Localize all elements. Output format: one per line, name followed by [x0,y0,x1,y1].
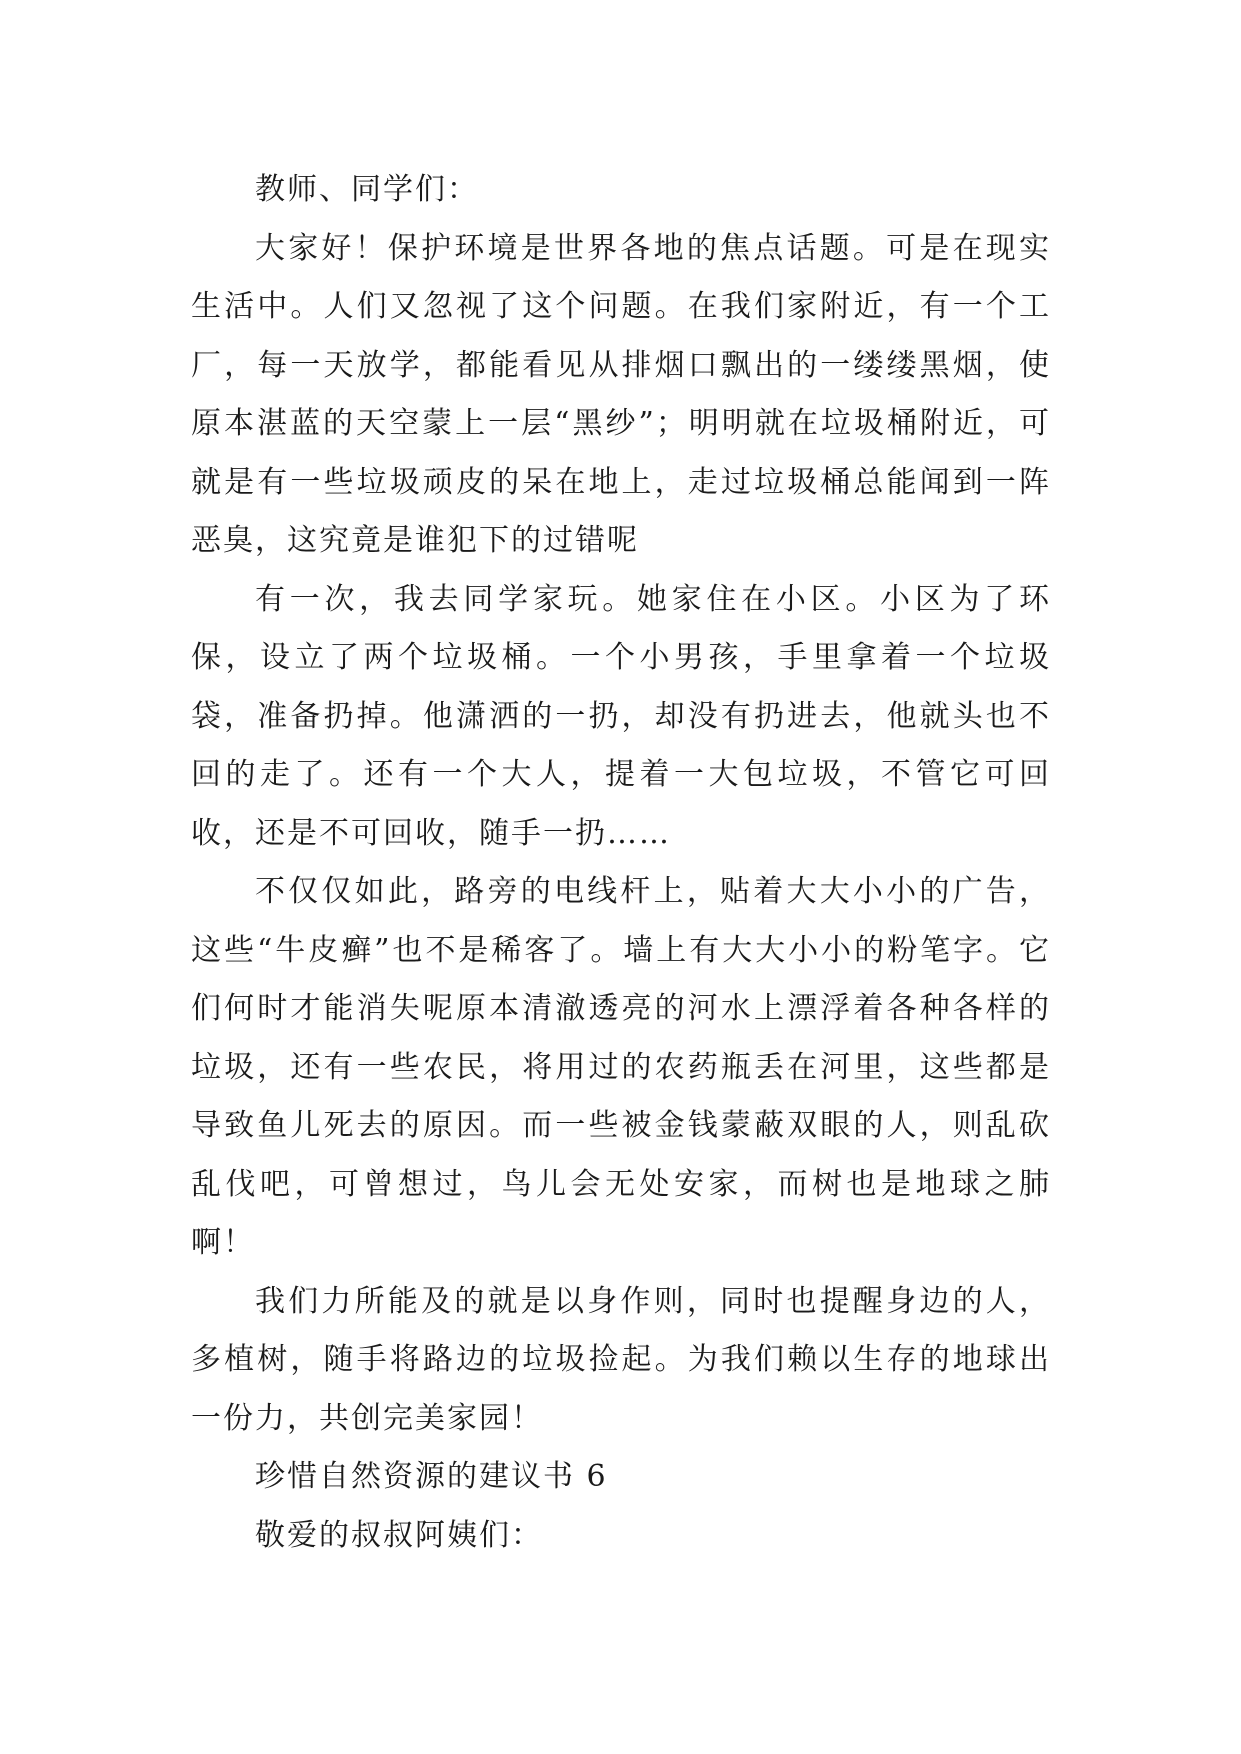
document-body [191,161,1051,1565]
salutation-line: 敬爱的叔叔阿姨们： [255,1517,543,1553]
paragraph-community: 有一次，我去同学家玩。她家住在小区。小区为了环保，设立了两个垃圾桶。一个小男孩，手里拿着一个垃圾袋，准备扔掉。他潇洒的一扔，却没有扔进去，他就头也不回的走了。还有一个大人，提着一大包垃圾，不管它可回收，还是不可回收，随手一扔…… [191,581,1051,851]
section-title: 珍惜自然资源的建议书 6 [255,1459,608,1494]
paragraph-intro: 大家好！保护环境是世界各地的焦点话题。可是在现实生活中。人们又忽视了这个问题。在我们家附近，有一个工厂，每一天放学，都能看见从排烟口飘出的一缕缕黑烟，使原本湛蓝的天空蒙上一层“黑纱”；明明就在垃圾桶附近，可就是有一些垃圾顽皮的呆在地上，走过垃圾桶总能闻到一阵恶臭，这究竟是谁犯下的过错呢 [191,230,1051,558]
greeting-line: 教师、同学们： [255,172,479,207]
paragraph-pollution: 不仅仅如此，路旁的电线杆上，贴着大大小小的广告，这些“牛皮癣”也不是稀客了。墙上有大大小小的粉笔字。它们何时才能消失呢原本清澈透亮的河水上漂浮着各种各样的垃圾，还有一些农民，将用过的农药瓶丢在河里，这些都是导致鱼儿死去的原因。而一些被金钱蒙蔽双眼的人，则乱砍乱伐吧，可曾想过，鸟儿会无处安家，而树也是地球之肺啊！ [191,874,1051,1260]
paragraph-action: 我们力所能及的就是以身作则，同时也提醒身边的人，多植树，随手将路边的垃圾捡起。为我们赖以生存的地球出一份力，共创完美家园！ [191,1283,1051,1436]
